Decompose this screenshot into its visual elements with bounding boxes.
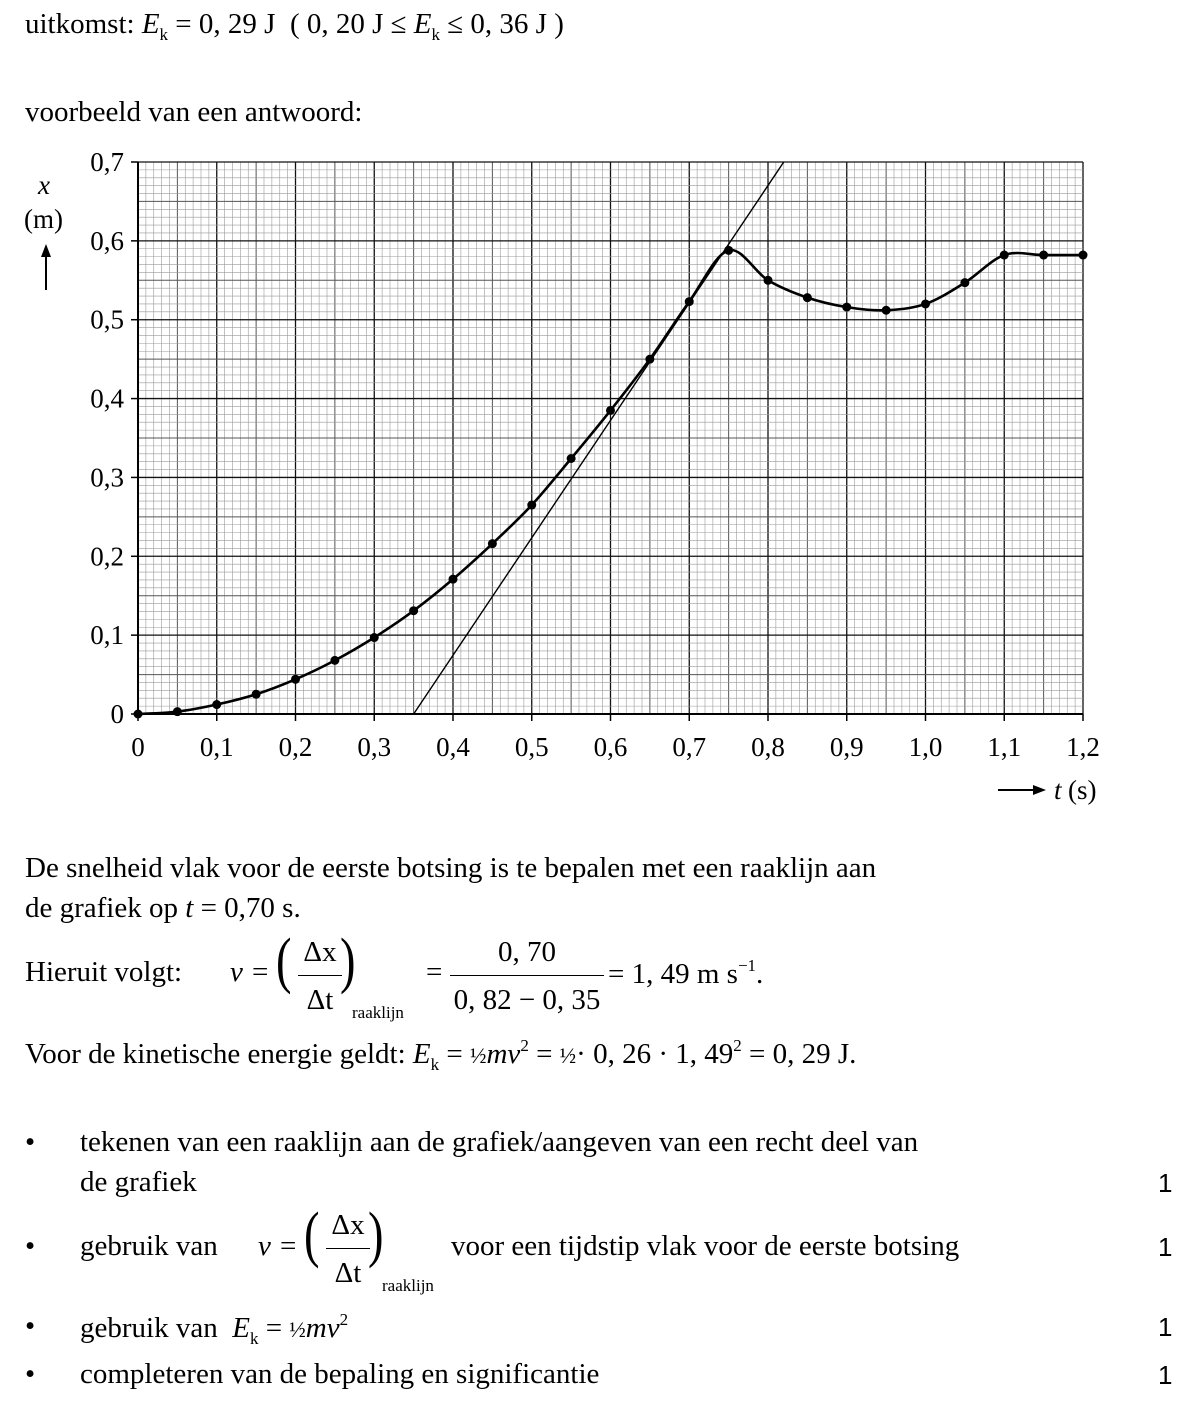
v-result: = 1, 49 m $s^{-1}$.: [608, 956, 764, 990]
x-tick-label: 0,3: [357, 732, 392, 762]
data-point: [173, 707, 182, 716]
bullet-4: •: [25, 1358, 36, 1390]
data-point: [370, 633, 379, 642]
x-tick-label: 0,9: [829, 732, 864, 762]
x-tick-label: 1,0: [908, 732, 943, 762]
hieruit-label: Hieruit volgt:: [25, 956, 183, 988]
x-tick-label: 1,2: [1066, 732, 1100, 762]
data-point: [567, 454, 576, 463]
y-tick-label: 0,2: [90, 541, 124, 572]
v-symbol: v: [230, 956, 243, 988]
delta-t: Δt: [306, 984, 334, 1016]
position-time-chart: [0, 140, 1178, 820]
x-tick-label: 0,1: [199, 732, 234, 762]
bullet-3: •: [25, 1310, 36, 1342]
x-axis-label-unit: (s): [1068, 775, 1097, 805]
ek-symbol: E: [141, 8, 160, 40]
x-tick-label: 1,1: [987, 732, 1022, 762]
c3-half: ½: [289, 1317, 306, 1342]
c3-sq: 2: [339, 1310, 349, 1329]
y-tick-label: 0,1: [90, 620, 124, 651]
data-point: [1079, 251, 1088, 260]
v-eq: =: [252, 956, 269, 988]
half: ½: [469, 1043, 487, 1068]
criterion-3-pre: gebruik van: [80, 1312, 218, 1344]
energy-eq1: =: [446, 1038, 463, 1070]
example-label: voorbeeld van een antwoord:: [25, 96, 363, 128]
data-point: [488, 539, 497, 548]
y-tick-label: 0,5: [90, 304, 124, 335]
data-point: [409, 606, 418, 615]
x-tick-label: 0,7: [672, 732, 707, 762]
delta-frac-bar: [298, 975, 342, 976]
explanation-line-1: De snelheid vlak voor de eerste botsing is te bepalen met een raaklijn aan: [25, 852, 877, 884]
criterion-4: completeren van de bepaling en significantie: [80, 1358, 600, 1390]
data-point: [330, 656, 339, 665]
range-close: ≤ 0, 36 J ): [447, 8, 564, 40]
criterion-2-pre: gebruik van: [80, 1230, 218, 1262]
x-tick-label: 0,4: [436, 732, 470, 762]
data-point: [291, 675, 300, 684]
energy-end: = 0, 29 J.: [749, 1038, 857, 1070]
x-tick-label: 0,2: [278, 732, 313, 762]
bullet-2: •: [25, 1230, 36, 1262]
y-tick-label: 0,7: [90, 147, 124, 177]
energy-eq2: =: [536, 1038, 553, 1070]
bullet-1: •: [25, 1126, 36, 1158]
y-axis-unit: (m): [24, 204, 63, 234]
explanation-line-2: [25, 892, 301, 925]
data-point: [764, 276, 773, 285]
ek-sub: k: [159, 25, 169, 44]
data-point: [212, 700, 221, 709]
y-axis-label: x: [38, 170, 50, 200]
half-2: ½: [559, 1043, 577, 1068]
criterion-2-post: voor een tijdstip vlak voor de eerste botsing: [451, 1230, 960, 1262]
mv: mv: [486, 1038, 521, 1070]
data-point: [960, 278, 969, 287]
criterion-1-line-2: de grafiek: [80, 1166, 197, 1198]
delta-x: Δx: [303, 936, 337, 968]
sq-2: 2: [733, 1036, 742, 1055]
data-point: [252, 690, 261, 699]
range-open: ( 0, 20 J ≤: [289, 8, 407, 40]
y-tick-label: 0: [110, 699, 124, 729]
criterion-3: [80, 1310, 348, 1349]
c2-paren-right: ): [368, 1201, 384, 1269]
x-tick-label: 0: [131, 732, 145, 762]
data-point: [803, 293, 812, 302]
paren-right: ): [340, 927, 356, 995]
raaklijn-sub: raaklijn: [352, 1003, 404, 1022]
data-point: [921, 299, 930, 308]
c2-v-symbol: v: [258, 1230, 271, 1262]
x-tick-label: 0,6: [593, 732, 628, 762]
c3-sub: k: [249, 1329, 259, 1348]
x-axis-arrow: [998, 785, 1046, 795]
c2-paren-left: (: [304, 1201, 320, 1269]
chart-grid: [138, 162, 1083, 714]
y-axis-arrow: [41, 244, 51, 290]
data-point: [685, 297, 694, 306]
data-point: [134, 710, 143, 719]
ek-sub-2: k: [431, 25, 441, 44]
data-point: [1039, 251, 1048, 260]
c3-E: E: [232, 1312, 250, 1344]
energy-mid: · 0, 26 · 1, 49: [576, 1038, 734, 1070]
x-axis-label-t: t: [1054, 775, 1062, 805]
result-value: = 0, 29 J: [175, 8, 276, 40]
sq: 2: [520, 1036, 529, 1055]
y-tick-label: 0,3: [90, 462, 124, 493]
data-point: [724, 246, 733, 255]
frac-den: 0, 82 − 0, 35: [453, 984, 601, 1016]
eq-2: =: [426, 956, 443, 988]
criterion-2-points: 1: [1158, 1232, 1173, 1262]
y-tick-label: 0,6: [90, 225, 124, 256]
x-tick-label: 0,5: [514, 732, 549, 762]
criterion-4-points: 1: [1158, 1360, 1173, 1390]
energy-pre: Voor de kinetische energie geldt:: [25, 1038, 406, 1070]
c2-delta-t: Δt: [334, 1257, 362, 1289]
x-tick-label: 0,8: [751, 732, 785, 762]
result-label: uitkomst:: [25, 8, 135, 40]
chart-ticks: [90, 147, 1100, 762]
energy-E: E: [412, 1038, 431, 1070]
energy-sub: k: [430, 1055, 440, 1074]
data-point: [1000, 251, 1009, 260]
data-point: [842, 303, 851, 312]
result-line: [25, 8, 564, 45]
frac-num: 0, 70: [498, 936, 556, 968]
data-point: [449, 575, 458, 584]
c3-mv: mv: [305, 1312, 340, 1344]
y-tick-label: 0,4: [90, 383, 124, 414]
data-point: [527, 501, 536, 510]
data-point: [606, 406, 615, 415]
paren-left: (: [276, 927, 292, 995]
criterion-3-points: 1: [1158, 1312, 1173, 1342]
c3-eq: =: [265, 1312, 283, 1344]
frac-bar: [450, 975, 604, 976]
line2-t: t: [185, 892, 194, 924]
c2-raaklijn-sub: raaklijn: [382, 1276, 434, 1295]
c2-frac-bar: [326, 1248, 370, 1249]
energy-line: [25, 1036, 856, 1075]
line2-post: = 0,70 s.: [200, 892, 301, 924]
criterion-1-line-1: tekenen van een raaklijn aan de grafiek/aangeven van een recht deel van: [80, 1126, 919, 1158]
data-point: [645, 355, 654, 364]
c2-eq: =: [280, 1230, 297, 1262]
data-point: [882, 306, 891, 315]
criterion-1-points: 1: [1158, 1168, 1173, 1198]
c2-delta-x: Δx: [331, 1209, 365, 1241]
ek-symbol-2: E: [413, 8, 432, 40]
line2-pre: de grafiek op: [25, 892, 178, 924]
